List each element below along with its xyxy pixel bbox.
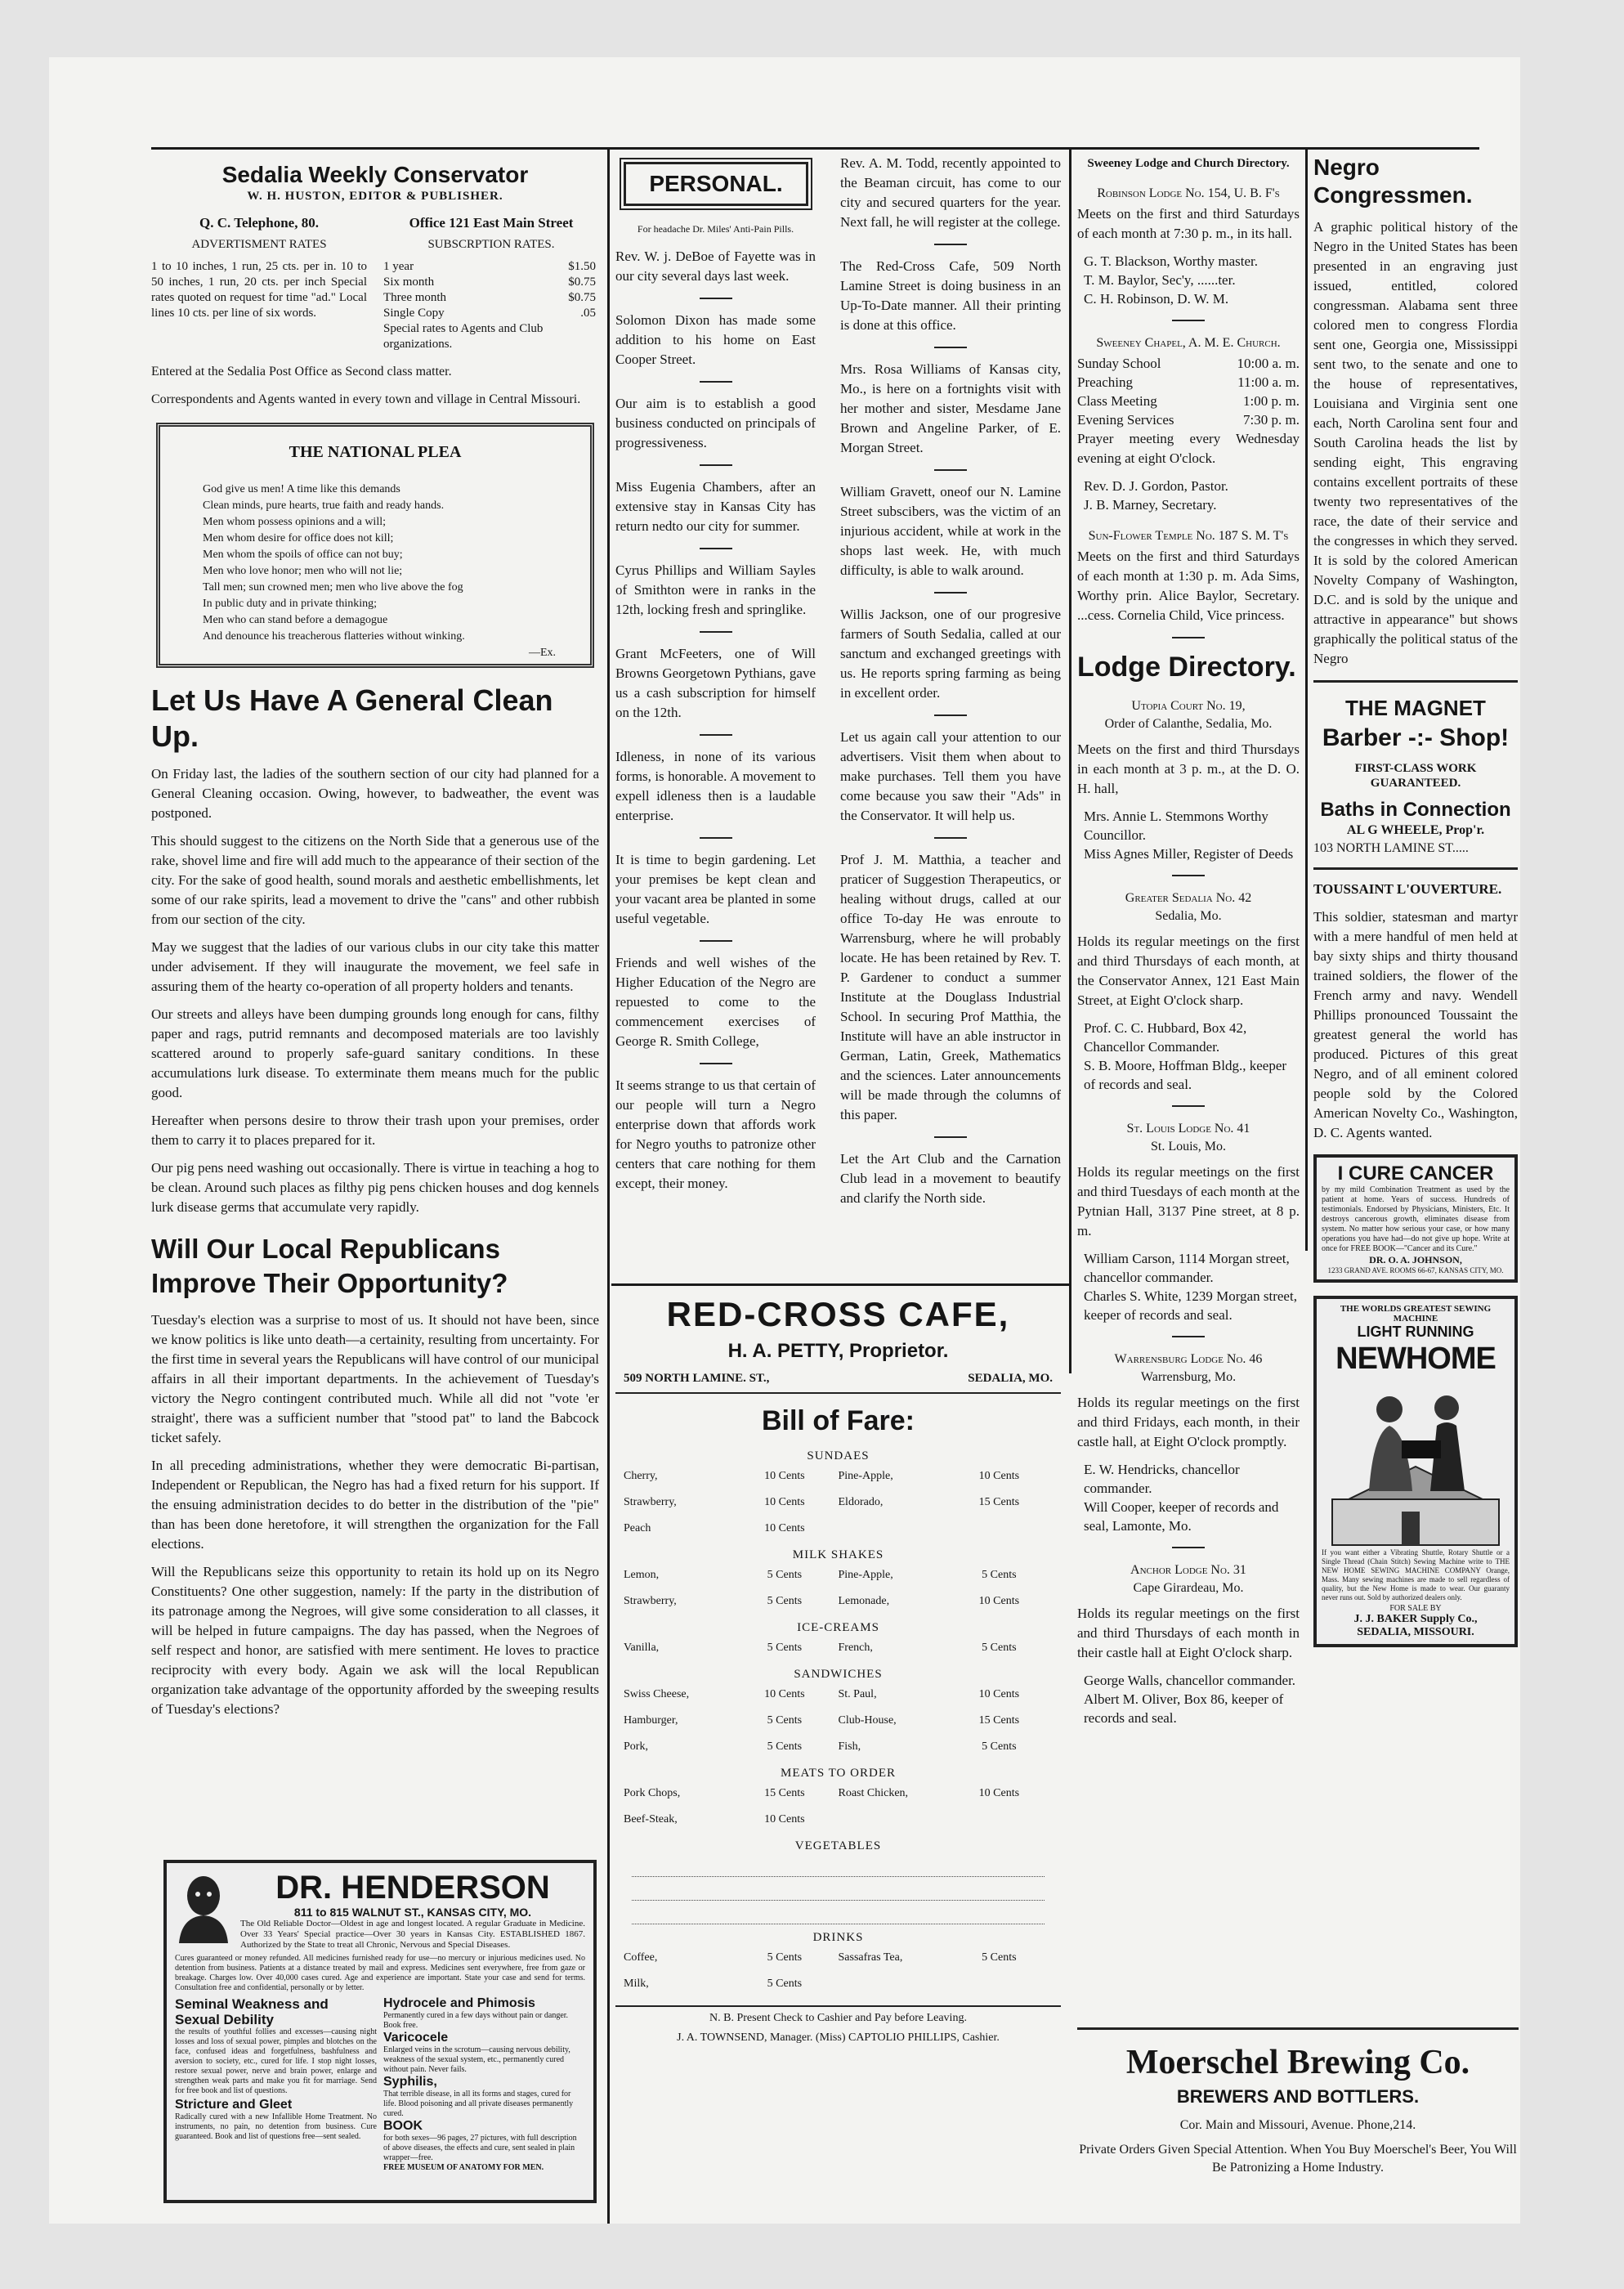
magnet-title: THE MAGNET — [1345, 696, 1486, 720]
magnet-guarantee: FIRST-CLASS WORK GUARANTEED. — [1354, 762, 1477, 790]
cafe-managers: J. A. TOWNSEND, Manager. (Miss) CAPTOLIO PHILLIPS, Cashier. — [677, 2031, 1000, 2044]
congressmen-title: Negro Congressmen. — [1313, 155, 1473, 208]
article-paragraph: Our streets and alleys have been dumping grounds long enough for cans, filthy paper and rags, putrid remnants and decomposed materials are too lavishly scattered around to properly safe-guard sanitary conditions. In these accumulations lurk disease. To exterminate them means much for the public good. — [151, 1006, 599, 1100]
plea-line: Men whom desire for office does not kill; — [203, 532, 394, 544]
personal-item: Our aim is to establish a good business conducted on principals of progressiveness. — [615, 396, 816, 450]
menu-cell: Pork Chops, — [624, 1787, 681, 1799]
entered-notice: Entered at the Sedalia Post Office as Second class matter. — [151, 365, 452, 379]
magnet-address: 103 NORTH LAMINE ST..... — [1313, 841, 1469, 855]
masthead — [151, 162, 599, 410]
chapel-officer: J. B. Marney, Secretary. — [1084, 497, 1217, 513]
item-separator — [700, 298, 732, 299]
menu-row — [624, 1588, 1053, 1615]
menu-cell: Peach — [624, 1522, 651, 1534]
plea-title: THE NATIONAL PLEA — [289, 443, 462, 461]
plea-line: Men whom the spoils of office can not buy; — [203, 549, 403, 561]
stricture-text: Radically cured with a new Infallible Home Treatment. No instruments, no pain, no detention from business. Cure guaranteed. Book and list of questions free—sent sealed. — [175, 2112, 377, 2141]
article-paragraph: Tuesday's election was a surprise to most of us. It should not have been, since we know politics is like unto death—a certainity, resulting from uncertainty. For the first time in several years the Republicans will have control of our municipal affairs in all their important departments. In the achievement of Tuesday's victory the Negro contingent contributed much. While all did not "vote 'er straight', there was a sufficient number that "stood pat" to land the Babcock ticket safely. — [151, 1312, 599, 1445]
menu-cell: 10 Cents — [764, 1496, 805, 1508]
menu-row — [624, 1489, 1053, 1516]
menu-cell — [946, 1516, 1053, 1542]
menu-cell: 5 Cents — [767, 1642, 803, 1654]
menu-cell: Hamburger, — [624, 1714, 678, 1727]
brewing-subtitle: BREWERS AND BOTTLERS. — [1176, 2086, 1420, 2107]
personal-item: It is time to begin gardening. Let your premises be kept clean and your vacant area be planted in some useful vegetable. — [615, 852, 816, 926]
menu-section-title: SANDWICHES — [794, 1668, 883, 1681]
column-rule-1 — [607, 147, 610, 2224]
rate-price: $1.50 — [568, 260, 596, 273]
rate-price: $0.75 — [568, 291, 596, 304]
personal-item: Miss Eugenia Chambers, after an extensive stay in Kansas City has return nedto our city for summer. — [615, 479, 816, 534]
item-separator — [700, 734, 732, 736]
article-paragraph: May we suggest that the ladies of our various clubs in our city take this matter under advisement. If they will inaugurate the movement, we feel safe in assuring them of the hearty co-operation of all property holders and tenants. — [151, 939, 599, 994]
cancer-address: 1233 GRAND AVE. ROOMS 66-67, KANSAS CITY, MO. — [1327, 1266, 1504, 1274]
menu-row — [624, 1682, 1053, 1708]
plea-line: Men who love honor; men who will not lie; — [203, 565, 403, 577]
book-text: for both sexes—96 pages, 27 pictures, with full description of above diseases, the effects and cure, sent sealed in plain wrapper—free. — [383, 2134, 577, 2162]
menu-cell: 10 Cents — [978, 1688, 1020, 1700]
service-name: Evening Services — [1077, 412, 1174, 428]
plea-line: And denounce his treacherous flatteries without winking. — [203, 630, 465, 643]
menu-row — [624, 1635, 1053, 1661]
subscription-rate-row — [383, 306, 599, 321]
personal-item: For headache Dr. Miles' Anti-Pain Pills. — [637, 223, 794, 235]
lodge-name: Anchor Lodge No. 31 — [1130, 1563, 1246, 1577]
menu-cell: Vanilla, — [624, 1642, 660, 1654]
subscription-rates-heading: SUBSCRPTION RATES. — [427, 238, 555, 251]
hydrocele-heading: Hydrocele and Phimosis — [383, 1996, 535, 2010]
stricture-heading: Stricture and Gleet — [175, 2098, 293, 2112]
newspaper-page — [49, 57, 1520, 2224]
item-separator — [700, 940, 732, 942]
item-separator — [934, 714, 967, 716]
rate-label: Three month — [383, 291, 447, 304]
personal-item: Prof J. M. Matthia, a teacher and praticer of Suggestion Therapeutics, or healing without drugs, called at our office To-day He was enroute to Warrensburg, where he will probably locate. He has been retained by Rev. T. P. Gardener to conduct a summer Institute at the Douglass Industrial School. In securing Prof Matthia, the Institute will have an able instructor in German, Latin, Greek, Mathematics and the sciences. Later announcements will be made through the columns of this paper. — [840, 852, 1061, 1122]
menu-cell — [839, 1807, 946, 1833]
menu-row — [624, 1734, 1053, 1760]
newhome-city: SEDALIA, MISSOURI. — [1357, 1626, 1474, 1638]
menu-blank-line — [632, 1877, 1045, 1901]
menu-cell: Cherry, — [624, 1470, 658, 1482]
service-time: 7:30 p. m. — [1243, 412, 1300, 428]
congressmen-text: A graphic political history of the Negro in the United States has been presented in an engraving just issued, entitled, colored congressman. Alabama sent three colored men to congress Flordia sent one, Georgia one, Mississippi sent two, to the senate and one to the house of representatives, Louisiana and Virginia sent one each, North Carolina sent four and South Carolina heads the list by sending eight, This engraving contains excellent portraits of these twenty two representatives of the race, the date of their service and the congresses in which they served. It is sold by the colored American Novelty Company of Washington, D.C. and is sold by the unique and attractive in appearance" but shows graphically the political status of the Negro — [1313, 219, 1518, 666]
magnet-proprietor: AL G WHEELE, Prop'r. — [1346, 823, 1485, 837]
menu-cell: 5 Cents — [767, 1978, 803, 1990]
menu-cell: Sassafras Tea, — [838, 1951, 903, 1964]
personal-item: Willis Jackson, one of our progresive farmers of South Sedalia, called at our sanctum and exchanged greetings with us. He reports spring farming as being in excellent order. — [840, 607, 1061, 701]
item-separator — [934, 469, 967, 471]
personal-item: Idleness, in none of its various forms, is honorable. A movement to expell idleness then is a laudable enterprise. — [615, 749, 816, 823]
robinson-lodge-title: Robinson Lodge No. 154, U. B. F's — [1097, 186, 1280, 200]
menu-row — [624, 1945, 1053, 1971]
article-paragraph: This should suggest to the citizens on the North Side that a generous use of the rake, shovel lime and fire will add much to the appearance of their section of the city. For the sake of good health, sound morals and aesthetic embellishments, let some of our rake spirits, lead a movement to drive the "cans" and other rubbish from our section of the city. — [151, 833, 599, 927]
menu-cell: 5 Cents — [767, 1951, 803, 1964]
menu-cell: Beef-Steak, — [624, 1813, 678, 1825]
lodge-location: Order of Calanthe, Sedalia, Mo. — [1104, 717, 1273, 731]
menu-cell: 10 Cents — [764, 1688, 805, 1700]
personal-item: Friends and well wishes of the Higher Education of the Negro are repuested to come to the commencement exercises of George R. Smith College, — [615, 955, 816, 1049]
menu-cell: 5 Cents — [767, 1740, 803, 1753]
church-directory-title: Sweeney Lodge and Church Directory. — [1087, 157, 1290, 170]
lodge-officer: Will Cooper, keeper of records and seal, Lamonte, Mo. — [1084, 1499, 1279, 1534]
menu-sections — [615, 1449, 1061, 1997]
masthead-office: Office 121 East Main Street — [409, 215, 574, 231]
lodge-officer: William Carson, 1114 Morgan street, chancellor commander. — [1084, 1251, 1290, 1285]
menu-cell — [946, 1807, 1053, 1833]
item-separator — [934, 244, 967, 245]
top-rule — [151, 147, 1479, 150]
ad-rates-heading: ADVERTISMENT RATES — [191, 238, 327, 251]
newhome-ad — [1313, 1296, 1518, 1647]
subscription-rates-table — [383, 259, 599, 321]
menu-cell: 15 Cents — [978, 1714, 1020, 1727]
plea-line: God give us men! A time like this demands — [203, 483, 400, 495]
henderson-name: DR. HENDERSON — [275, 1870, 550, 1906]
personal-item: William Gravett, oneof our N. Lamine Street subscibers, was the victim of an injurious accident, while at work in the shops last week. He, with much difficulty, is able to walk around. — [840, 484, 1061, 578]
menu-cell: 5 Cents — [767, 1569, 803, 1581]
cancer-ad — [1313, 1154, 1518, 1283]
robinson-text: Meets on the first and third Saturdays of each month at 7:30 p. m., in its hall. — [1077, 206, 1300, 241]
item-separator — [700, 631, 732, 633]
menu-cell: 10 Cents — [978, 1787, 1020, 1799]
doctor-portrait-icon — [175, 1870, 232, 1943]
personal-item: Solomon Dixon has made some addition to his home on East Cooper Street. — [615, 312, 816, 367]
red-cross-cafe-ad — [615, 1292, 1061, 2215]
ad-rates-text: 1 to 10 inches, 1 run, 25 cts. per in. 10 to 50 inches, 1 run, 20 cts. per inch Special rates quoted on request for time "ad." Local lines 10 cts. per line of six words. — [151, 260, 367, 320]
henderson-ad — [163, 1860, 597, 2203]
plea-line: Men who can stand before a demagogue — [203, 614, 388, 626]
menu-cell: Pine-Apple, — [838, 1470, 893, 1482]
menu-cell: 5 Cents — [767, 1595, 803, 1607]
menu-section-title: DRINKS — [812, 1931, 864, 1944]
menu-cell: French, — [838, 1642, 873, 1654]
republicans-headline: Will Our Local Republicans Improve Their Opportunity? — [151, 1234, 508, 1298]
newhome-sale: FOR SALE BY — [1389, 1604, 1442, 1613]
lodge-officer: Albert M. Oliver, Box 86, keeper of records and seal. — [1084, 1691, 1284, 1726]
menu-section-title: MEATS TO ORDER — [781, 1767, 896, 1780]
personal-item: Let us again call your attention to our advertisers. Visit them when about to make purchases. Tell them you have come because you saw their "Ads" in the Conservator. It will help us. — [840, 729, 1061, 823]
personal-item: Mrs. Rosa Williams of Kansas city, Mo., is here on a fortnights visit with her mother and sister, Mesdame Jane Brown and Angeline Parker, of E. Morgan Street. — [840, 361, 1061, 455]
toussaint-text: This soldier, statesman and martyr with a mere handful of men held at bay sixty ships and thirty thousand trained soldiers, the flower of the French army and navy. Wendell Phillips pronounced Toussaint the greatest general the world has produced. Pictures of this great Negro, and of all eminent colored people sold by the Colored American Novelty Co., Washington, D. C. Agents wanted. — [1313, 909, 1518, 1140]
masthead-editor: W. H. HUSTON, EDITOR & PUBLISHER. — [247, 190, 503, 203]
menu-cell: St. Paul, — [838, 1688, 877, 1700]
menu-section-title: SUNDAES — [807, 1449, 870, 1463]
seminal-text: the results of youthful follies and excesses—causing night losses and loss of sexual power, pimples and blotches on the face, confused ideas and forgetfulness, bashfulness and aversion to society, etc., cured for life. I stop night losses, restore sexual power, nerve and brain power, enlarge and strengthen weak parts and make you fit for marriage. Send for free book and list of questions. — [175, 2027, 377, 2095]
newhome-brand: NEWHOME — [1335, 1342, 1496, 1376]
varicocele-heading: Varicocele — [383, 2031, 449, 2045]
column-rule-2 — [1069, 147, 1071, 1373]
lodge-text: Meets on the first and third Thursdays in each month at 3 p. m., at the D. O. H. hall, — [1077, 741, 1300, 796]
church-services — [1077, 354, 1300, 429]
personal-item: Rev. A. M. Todd, recently appointed to the Beaman circuit, has come to our city and secured quarters for the year. Next fall, he will register at the college. — [840, 155, 1061, 230]
cleanup-article — [151, 683, 599, 1217]
column-5 — [1313, 154, 1518, 2026]
cleanup-headline: Let Us Have A General Clean Up. — [151, 683, 553, 753]
column-rule-3 — [1305, 147, 1308, 1251]
service-time: 11:00 a. m. — [1237, 374, 1300, 390]
sewing-couple-illustration-icon — [1324, 1377, 1507, 1548]
menu-section-title: MILK SHAKES — [792, 1548, 884, 1561]
service-name: Sunday School — [1077, 356, 1161, 371]
subscription-rate-row — [383, 290, 599, 306]
cafe-name: RED-CROSS CAFE, — [666, 1295, 1010, 1333]
item-separator — [1172, 637, 1205, 638]
national-plea-box — [156, 423, 594, 668]
plea-line: Tall men; sun crowned men; men who live above the fog — [203, 581, 463, 594]
item-separator — [1172, 1336, 1205, 1337]
section-rule — [1313, 680, 1518, 683]
lodge-location: Warrensburg, Mo. — [1140, 1370, 1237, 1384]
menu-blank-line — [632, 1853, 1045, 1877]
cafe-proprietor: H. A. PETTY, Proprietor. — [727, 1340, 949, 1362]
plea-line: Clean minds, pure hearts, true faith and ready hands. — [203, 499, 445, 512]
menu-cell: Coffee, — [624, 1951, 658, 1964]
henderson-intro: The Old Reliable Doctor—Oldest in age and longest located. A regular Graduate in Medicine. Over 33 Years' Special practice—Over 30 years in Kansas City. ESTABLISHED 1867. Authorized by the State to treat all Chronic, Nervous and Special Diseases. — [240, 1919, 585, 1950]
menu-cell: Pork, — [624, 1740, 648, 1753]
toussaint-title: TOUSSAINT L'OUVERTURE. — [1313, 881, 1502, 897]
robinson-officer: G. T. Blackson, Worthy master. — [1084, 253, 1258, 269]
item-separator — [934, 347, 967, 348]
item-separator — [934, 1136, 967, 1138]
menu-row — [624, 1463, 1053, 1489]
henderson-address: 811 to 815 WALNUT ST., KANSAS CITY, MO. — [293, 1906, 532, 1919]
service-row — [1077, 392, 1300, 410]
lodge-location: Sedalia, Mo. — [1155, 909, 1222, 923]
lodge-name: St. Louis Lodge No. 41 — [1126, 1122, 1250, 1136]
personal-heading: PERSONAL. — [624, 162, 808, 206]
magnet-barber-ad — [1313, 694, 1518, 856]
service-row — [1077, 410, 1300, 429]
service-row — [1077, 373, 1300, 392]
menu-cell: Swiss Cheese, — [624, 1688, 690, 1700]
menu-cell: Milk, — [624, 1978, 649, 1990]
brewing-name: Moerschel Brewing Co. — [1125, 2044, 1470, 2081]
service-row — [1077, 354, 1300, 373]
service-name: Preaching — [1077, 374, 1133, 390]
chapel-officer: Rev. D. J. Gordon, Pastor. — [1084, 478, 1228, 494]
menu-cell — [839, 1971, 946, 1997]
lodge-officer: Miss Agnes Miller, Register of Deeds — [1084, 846, 1294, 862]
menu-cell: Lemonade, — [838, 1595, 890, 1607]
rate-label: Single Copy — [383, 307, 445, 320]
cafe-note: N. B. Present Check to Cashier and Pay before Leaving. — [709, 2012, 967, 2024]
robinson-officer: T. M. Baylor, Sec'y, ......ter. — [1084, 272, 1236, 288]
newhome-top: THE WORLDS GREATEST SEWING MACHINE — [1340, 1304, 1492, 1324]
menu-cell: Eldorado, — [838, 1496, 884, 1508]
service-time: 10:00 a. m. — [1237, 356, 1300, 371]
lodge-officer: Prof. C. C. Hubbard, Box 42, Chancellor Commander. — [1084, 1020, 1247, 1055]
menu-cell: 5 Cents — [982, 1951, 1017, 1964]
sunflower-text: Meets on the first and third Saturdays of each month at 1:30 p. m. Ada Sims, Worthy prin. Alice Baylor, Secretary. ...cess. Cornelia Child, Vice princess. — [1077, 549, 1300, 623]
menu-row — [624, 1562, 1053, 1588]
menu-cell: 5 Cents — [982, 1569, 1017, 1581]
cafe-city: SEDALIA, MO. — [968, 1372, 1053, 1385]
lodge-location: Cape Girardeau, Mo. — [1133, 1581, 1244, 1595]
lodge-text: Holds its regular meetings on the first and third Tuesdays of each month at the Pytnian Hall, 3137 Pine street, at 8 p. m. — [1077, 1164, 1300, 1239]
cafe-divider — [615, 2005, 1061, 2007]
personal-item: It seems strange to us that certain of our people will turn a Negro enterprise down that affords work for Negro youths to patronize other centers that care nothing for them except, their money. — [615, 1077, 816, 1191]
menu-row — [624, 1781, 1053, 1807]
article-paragraph: Hereafter when persons desire to throw their trash upon your premises, order them to carry it to places prepared for it. — [151, 1113, 599, 1148]
menu-cell: Strawberry, — [624, 1595, 677, 1607]
sunflower-temple-title: Sun-Flower Temple No. 187 S. M. T's — [1088, 529, 1289, 543]
lodge-officer: George Walls, chancellor commander. — [1084, 1673, 1296, 1688]
menu-cell: 10 Cents — [978, 1595, 1020, 1607]
menu-cell: Strawberry, — [624, 1496, 677, 1508]
brewing-footer: Private Orders Given Special Attention. When You Buy Moerschel's Beer, You Will Be Patronizing a Home Industry. — [1079, 2143, 1517, 2175]
brewing-ad — [1077, 2027, 1519, 2229]
masthead-title: Sedalia Weekly Conservator — [221, 162, 529, 187]
personal-item: Rev. W. j. DeBoe of Fayette was in our city several days last week. — [615, 249, 816, 284]
chapel-text: Prayer meeting every Wednesday evening at eight O'clock. — [1077, 431, 1300, 466]
menu-section-title: VEGETABLES — [794, 1839, 882, 1852]
lodge-officer: Charles S. White, 1239 Morgan street, keeper of records and seal. — [1084, 1288, 1297, 1323]
menu-cell: 10 Cents — [978, 1470, 1020, 1482]
menu-cell: 5 Cents — [767, 1714, 803, 1727]
plea-line: Men whom possess opinions and a will; — [203, 516, 386, 528]
lodge-location: St. Louis, Mo. — [1150, 1140, 1226, 1153]
menu-cell: Fish, — [838, 1740, 861, 1753]
newhome-text: If you want either a Vibrating Shuttle, Rotary Shuttle or a Single Thread (Chain Stitch) Sewing Machine write to THE NEW HOME SEWING MACHINE COMPANY Orange, Mass. Many sewing machines are made to sell regardless of quality, but the New Home is made to wear. Our guaranty never runs out. Sold by authorized dealers only. — [1322, 1548, 1510, 1601]
item-separator — [934, 837, 967, 839]
item-separator — [700, 837, 732, 839]
sweeney-chapel-title: Sweeney Chapel, A. M. E. Church. — [1096, 336, 1281, 350]
menu-blank-line — [632, 1901, 1045, 1924]
newhome-dealer: J. J. BAKER Supply Co., — [1353, 1613, 1478, 1625]
item-separator — [1172, 1547, 1205, 1548]
subscription-note: Special rates to Agents and Club organizations. — [383, 322, 544, 351]
lodge-officer: E. W. Hendricks, chancellor commander. — [1084, 1462, 1240, 1496]
menu-cell: Pine-Apple, — [838, 1569, 893, 1581]
republicans-article — [151, 1232, 599, 1719]
cafe-address: 509 NORTH LAMINE. ST., — [624, 1372, 770, 1385]
service-time: 1:00 p. m. — [1243, 393, 1300, 409]
book-heading: BOOK — [383, 2119, 423, 2133]
personal-item: Let the Art Club and the Carnation Club lead in a movement to beautify and clarify the North side. — [840, 1151, 1061, 1206]
bill-of-fare-title: Bill of Fare: — [761, 1405, 915, 1436]
plea-attribution: —Ex. — [528, 647, 556, 659]
hydrocele-text: Permanently cured in a few days without pain or danger. Book free. — [383, 2011, 569, 2030]
henderson-cures: Cures guaranteed or money refunded. All medicines furnished ready for use—no mercury or injurious medicines used. No detention from business. Patients at a distance treated by mail and express. Medicines sent everywhere, free from gaze or breakage. Charges low. Over 40,000 cases cured. Age and experience are important. State your case and send for terms. Consultation free and confidential, personally or by letter. — [175, 1954, 585, 1992]
museum-text: FREE MUSEUM OF ANATOMY FOR MEN. — [383, 2163, 544, 2172]
cafe-divider — [615, 1392, 1061, 1394]
syphilis-text: That terrible disease, in all its forms and stages, cured for life. Blood poisoning and all private diseases permanently cured. — [383, 2090, 574, 2118]
subscription-rate-row — [383, 275, 599, 290]
article-paragraph: On Friday last, the ladies of the southern section of our city had planned for a General Cleaning occasion. Owing, however, to badweather, the event was postponed. — [151, 766, 599, 821]
newhome-light: LIGHT RUNNING — [1357, 1324, 1474, 1340]
column-4-directory — [1077, 155, 1300, 2011]
rate-price: .05 — [580, 307, 596, 320]
lodge-directory-title: Lodge Directory. — [1077, 652, 1296, 683]
cancer-text: by my mild Combination Treatment as used by the patient at home. Years of success. Hundreds of testimonials. Endorsed by Physicians, Ministers, Etc. It destroys cancerous growth, eliminates disease from system. No matter how serious your case, or how many operations you have had—do not give up hope. Write at once for FREE BOOK—"Cancer and its Cure." — [1322, 1185, 1510, 1253]
item-separator — [1172, 1105, 1205, 1107]
menu-row — [624, 1708, 1053, 1734]
menu-cell: 10 Cents — [764, 1813, 805, 1825]
column-3-personal — [840, 154, 1061, 1282]
menu-section-title: ICE-CREAMS — [797, 1621, 879, 1634]
item-separator — [1172, 875, 1205, 876]
article-paragraph: Will the Republicans seize this opportunity to retain its hold up on its Negro Constituents? One other suggestion, namely: If the party in the distribution of its patronage among the Negroes, will give some consideration to all classes, it will be helped in future campaigns. The day has passed, when the Negroes of self respect and honor, are satisfied with mere sentiment. He loves to practice reciprocity with every body. Again we ask will the local Republican organization take advantage of the opportunity afforded by the sweeping results of Tuesday's elections? — [151, 1564, 599, 1717]
article-paragraph: In all preceding administrations, whether they were democratic Bi-partisan, Independent or Republican, the Negro has had a fixed return for his support. If the ensuing administration decides to do better in the distribution of the "pie" than has been done heretofore, it will strengthen the organization for the Fall elections. — [151, 1458, 599, 1552]
menu-cell: 15 Cents — [764, 1787, 805, 1799]
item-separator — [700, 381, 732, 383]
menu-cell: 10 Cents — [764, 1470, 805, 1482]
item-separator — [700, 548, 732, 549]
lodge-officer: S. B. Moore, Hoffman Bldg., keeper of records and seal. — [1084, 1058, 1287, 1092]
menu-cell — [839, 1516, 946, 1542]
menu-cell: 5 Cents — [982, 1740, 1017, 1753]
section-rule — [1313, 867, 1518, 870]
syphilis-heading: Syphilis, — [383, 2075, 437, 2089]
seminal-heading: Seminal Weakness and Sexual Debility — [175, 1996, 329, 2027]
rate-price: $0.75 — [568, 275, 596, 289]
item-separator — [934, 592, 967, 594]
lodge-entries — [1077, 699, 1300, 1727]
lodge-name: Warrensburg Lodge No. 46 — [1114, 1352, 1263, 1366]
subscription-rate-row — [383, 259, 599, 275]
agents-wanted: Correspondents and Agents wanted in every town and village in Central Missouri. — [151, 392, 581, 406]
cancer-title: I CURE CANCER — [1337, 1162, 1494, 1185]
brewing-address: Cor. Main and Missouri, Avenue. Phone,214. — [1179, 2118, 1416, 2132]
item-separator — [700, 1063, 732, 1064]
column-2-personal — [615, 155, 816, 1283]
menu-cell — [946, 1971, 1053, 1997]
lodge-name: Utopia Court No. 19, — [1131, 699, 1246, 713]
rate-label: 1 year — [383, 260, 414, 273]
lodge-text: Holds its regular meetings on the first and third Fridays, each month, in their castle hall, at Eight O'clock promptly. — [1077, 1395, 1300, 1449]
menu-cell: Lemon, — [624, 1569, 660, 1581]
menu-cell: Club-House, — [838, 1714, 897, 1727]
item-separator — [700, 464, 732, 466]
robinson-officer: C. H. Robinson, D. W. M. — [1084, 291, 1229, 307]
personal-item: The Red-Cross Cafe, 509 North Lamine Street is doing business in an Up-To-Date manner. All their printing is done at this office. — [840, 258, 1061, 333]
menu-cell: 10 Cents — [764, 1522, 805, 1534]
magnet-baths: Baths in Connection — [1320, 799, 1511, 821]
menu-cell: 5 Cents — [982, 1642, 1017, 1654]
masthead-telephone: Q. C. Telephone, 80. — [199, 215, 319, 231]
menu-cell: Roast Chicken, — [838, 1787, 909, 1799]
magnet-subtitle: Barber -:- Shop! — [1322, 724, 1510, 751]
menu-row — [624, 1807, 1053, 1833]
item-separator — [1172, 320, 1205, 321]
cafe-ad-top-rule — [611, 1283, 1069, 1286]
menu-row — [624, 1971, 1053, 1997]
plea-line: In public duty and in private thinking; — [203, 598, 378, 610]
varicocele-text: Enlarged veins in the scrotum—causing nervous debility, weakness of the sexual system, etc., permanently cured without pain. Never fails. — [383, 2045, 570, 2074]
service-name: Class Meeting — [1077, 393, 1157, 409]
personal-item: Grant McFeeters, one of Will Browns Georgetown Pythians, gave us a cash subscription for himself on the 12th. — [615, 646, 816, 720]
lodge-officer: Mrs. Annie L. Stemmons Worthy Councillor. — [1084, 809, 1268, 843]
article-paragraph: Our pig pens need washing out occasionally. There is virtue in teaching a hog to be clean. Around such places as filthy pig pens chicken houses and dog kennels lurk disease germs that accumulate very rapidly. — [151, 1160, 599, 1215]
lodge-name: Greater Sedalia No. 42 — [1125, 891, 1252, 905]
lodge-text: Holds its regular meetings on the first and third Thursdays of each month in their castle hall at Eight O'clock sharp. — [1077, 1606, 1300, 1660]
personal-item: Cyrus Phillips and William Sayles of Smithton were in ranks in the 12th, locking fresh and springlike. — [615, 562, 816, 617]
lodge-text: Holds its regular meetings on the first and third Thursdays of each month, at the Conservator Annex, 121 East Main Street, at Eight O'clock sharp. — [1077, 934, 1300, 1008]
cancer-doctor: DR. O. A. JOHNSON, — [1369, 1254, 1462, 1265]
menu-row — [624, 1516, 1053, 1542]
menu-cell: 15 Cents — [978, 1496, 1020, 1508]
rate-label: Six month — [383, 275, 435, 289]
